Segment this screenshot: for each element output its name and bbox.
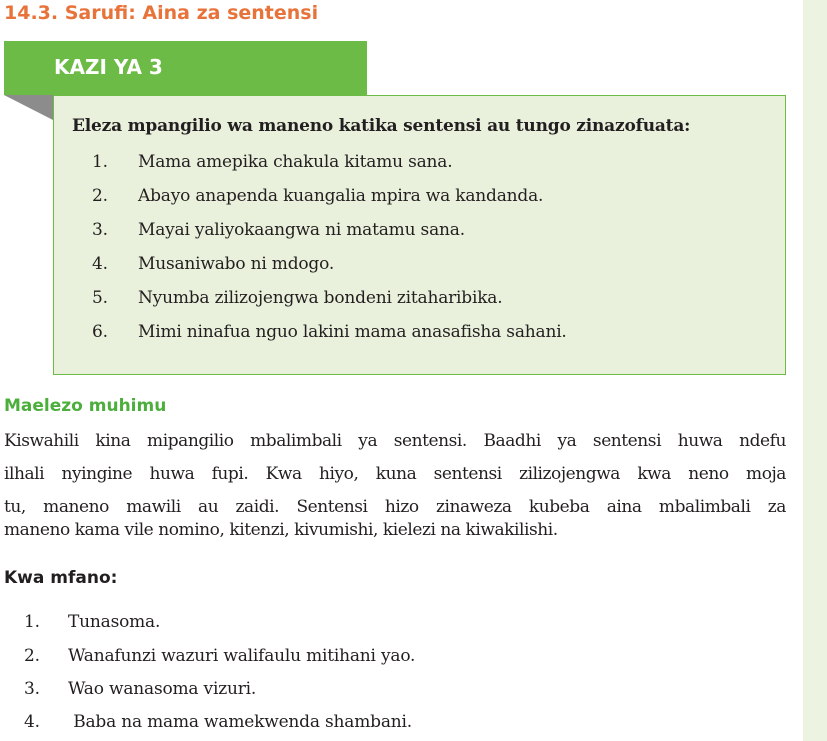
- task-item-text: Mama amepika chakula kitamu sana.: [138, 152, 453, 172]
- banner-fold-shadow: [4, 95, 53, 120]
- task-item-number: 1.: [92, 152, 108, 172]
- task-item-text: Nyumba zilizojengwa bondeni zitaharibika.: [138, 288, 503, 308]
- task-item-text: Mimi ninafua nguo lakini mama anasafisha sahani.: [138, 322, 567, 342]
- notes-heading: Maelezo muhimu: [4, 396, 167, 416]
- example-item-number: 3.: [24, 679, 40, 699]
- section-heading: 14.3. Sarufi: Aina za sentensi: [4, 2, 319, 24]
- task-item-number: 3.: [92, 220, 108, 240]
- example-item-text: Wanafunzi wazuri walifaulu mitihani yao.: [68, 646, 416, 666]
- notes-paragraph-line: tu, maneno mawili au zaidi. Sentensi hizo zinaweza kubeba aina mbalimbali za: [4, 497, 786, 517]
- task-banner: [4, 41, 367, 95]
- page-margin-strip: [803, 0, 827, 741]
- example-item-number: 1.: [24, 612, 40, 632]
- example-item-number: 2.: [24, 646, 40, 666]
- example-item-text: Tunasoma.: [68, 612, 161, 632]
- task-item-text: Mayai yaliyokaangwa ni matamu sana.: [138, 220, 465, 240]
- task-item-number: 5.: [92, 288, 108, 308]
- task-item-text: Abayo anapenda kuangalia mpira wa kandanda.: [138, 186, 544, 206]
- example-item-number: 4.: [24, 712, 40, 732]
- task-item-text: Musaniwabo ni mdogo.: [138, 254, 335, 274]
- task-item-number: 4.: [92, 254, 108, 274]
- examples-heading: Kwa mfano:: [4, 568, 118, 588]
- example-item-text: Baba na mama wamekwenda shambani.: [68, 712, 412, 732]
- example-item-text: Wao wanasoma vizuri.: [68, 679, 257, 699]
- task-item-number: 2.: [92, 186, 108, 206]
- notes-paragraph-line: maneno kama vile nomino, kitenzi, kivumishi, kielezi na kiwakilishi.: [4, 520, 558, 540]
- task-instruction: Eleza mpangilio wa maneno katika sentensi au tungo zinazofuata:: [72, 116, 691, 136]
- task-banner-label: KAZI YA 3: [54, 55, 163, 79]
- task-item-number: 6.: [92, 322, 108, 342]
- task-box: [53, 95, 786, 375]
- notes-paragraph-line: Kiswahili kina mipangilio mbalimbali ya sentensi. Baadhi ya sentensi huwa ndefu: [4, 431, 786, 451]
- notes-paragraph-line: ilhali nyingine huwa fupi. Kwa hiyo, kuna sentensi zilizojengwa kwa neno moja: [4, 464, 786, 484]
